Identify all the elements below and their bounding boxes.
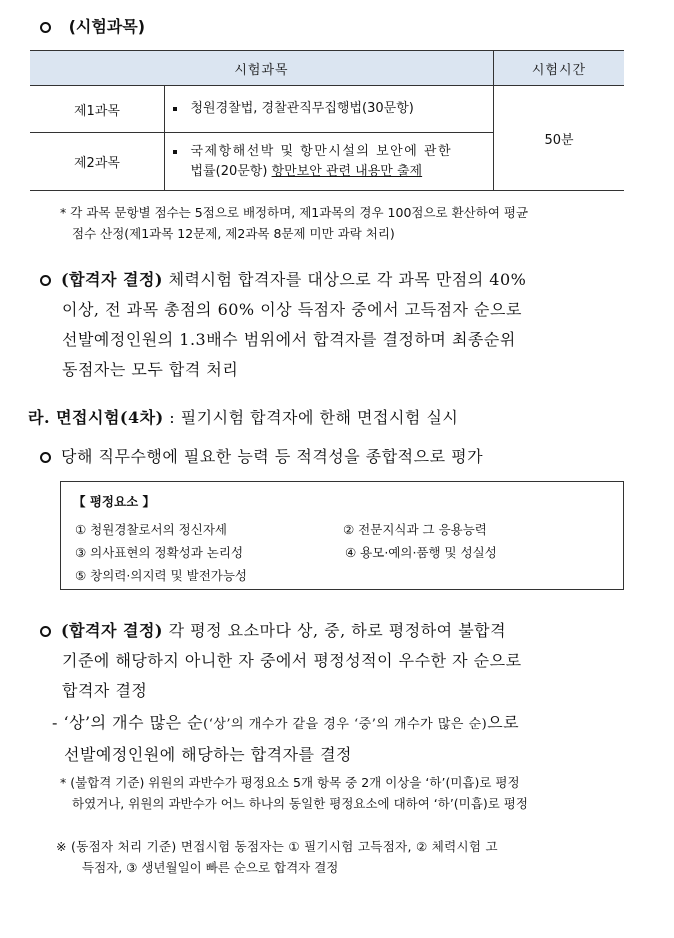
evaluation-box-title: 【 평정요소 】 [73,494,156,509]
tie-note-line2: 득점자, ③ 생년월일이 빠른 순으로 합격자 결정 [82,860,339,875]
fail-note-line2: 하였거나, 위원의 과반수가 어느 하나의 동일한 평정요소에 대하여 ‘하’(미흡)로 평정 [72,796,528,811]
table-row [30,86,624,133]
pass-decision-1-line2: 이상, 전 과목 총점의 60% 이상 득점자 중에서 고득점자 순으로 [62,300,522,319]
circle-bullet-icon [40,275,51,286]
exam-subjects-table [30,50,624,191]
exam-time: 50분 [494,86,625,191]
scoring-note-line1: * 각 과목 문항별 점수는 5점으로 배정하며, 제1과목의 경우 100점으로 환산하여 평균 [60,205,529,220]
evaluation-item-3: ③ 의사표현의 정확성과 논리성 [75,545,244,560]
scoring-note [60,202,528,244]
subject-1-name: 제1과목 [30,86,164,133]
pass-decision-1-line1: 체력시험 합격자를 대상으로 각 과목 만점의 40% [163,270,527,289]
exam-subjects-heading [40,14,145,37]
subject-1-content [164,86,494,133]
dash-line1-c: 으로 [487,713,520,732]
subject-2-name: 제2과목 [30,133,164,191]
evaluation-elements-box [60,481,624,590]
pass-decision-2-dash [52,708,642,770]
evaluation-item-4: ④ 용모·예의·품행 및 성실성 [345,545,497,560]
evaluation-item-1: ① 청원경찰로서의 정신자세 [75,522,227,537]
pass-decision-2-line3: 합격자 결정 [62,681,148,700]
dash-line1-a: - ‘상’의 개수 많은 순 [52,713,204,732]
circle-bullet-icon [40,22,51,33]
pass-decision-2-label: (합격자 결정) [61,621,163,640]
circle-bullet-icon [40,626,51,637]
subject-2-line2: 법률(20문항) [190,163,272,179]
evaluation-item-5: ⑤ 창의력·의지력 및 발전가능성 [75,568,248,583]
subject-2-content [164,133,494,191]
exam-subjects-heading-text: (시험과목) [68,17,146,36]
interview-heading-rest: : 필기시험 합격자에 한해 면접시험 실시 [163,408,459,427]
interview-heading [28,403,458,433]
evaluation-item-2: ② 전문지식과 그 응용능력 [343,522,487,537]
scoring-note-line2: 점수 산정(제1과목 12문제, 제2과목 8문제 미만 과락 처리) [72,226,395,241]
pass-decision-1-line3: 선발예정인원의 1.3배수 범위에서 합격자를 결정하며 최종순위 [62,330,516,349]
pass-decision-2 [40,616,640,706]
pass-decision-2-line1: 각 평정 요소마다 상, 중, 하로 평정하여 불합격 [163,621,507,640]
fail-note-line1: * (불합격 기준) 위원의 과반수가 평정요소 5개 항목 중 2개 이상을 ‘하’(미흡)로 평정 [60,775,520,790]
pass-decision-1-line4: 동점자는 모두 합격 처리 [62,360,239,379]
circle-bullet-icon [40,452,51,463]
fail-criteria-note [60,772,528,814]
subject-2-underlined: 항만보안 관련 내용만 출제 [271,163,423,179]
dash-line2: 선발예정인원에 해당하는 합격자를 결정 [64,745,353,764]
pass-decision-1 [40,265,640,385]
subject-1-content-text: 청원경찰법, 경찰관직무집행법(30문항) [190,101,414,116]
tie-break-note [56,836,498,878]
pass-decision-2-line2: 기준에 해당하지 아니한 자 중에서 평정성적이 우수한 자 순으로 [62,651,522,670]
square-bullet-icon [173,150,177,154]
interview-intro-text: 당해 직무수행에 필요한 능력 등 적격성을 종합적으로 평가 [61,447,484,466]
pass-decision-1-label: (합격자 결정) [61,270,163,289]
tie-note-line1: ※ (동점자 처리 기준) 면접시험 동점자는 ① 필기시험 고득점자, ② 체력시험 고 [56,839,498,854]
table-header-subject: 시험과목 [30,51,494,86]
square-bullet-icon [173,107,177,111]
interview-intro [40,442,483,472]
subject-2-line1: 국제항해선박 및 항만시설의 보안에 관한 [190,143,453,159]
interview-heading-title: 라. 면접시험(4차) [28,408,164,427]
dash-line1-b: (‘상’의 개수가 같을 경우 ‘중’의 개수가 많은 순) [203,717,488,732]
table-header-time: 시험시간 [494,51,625,86]
